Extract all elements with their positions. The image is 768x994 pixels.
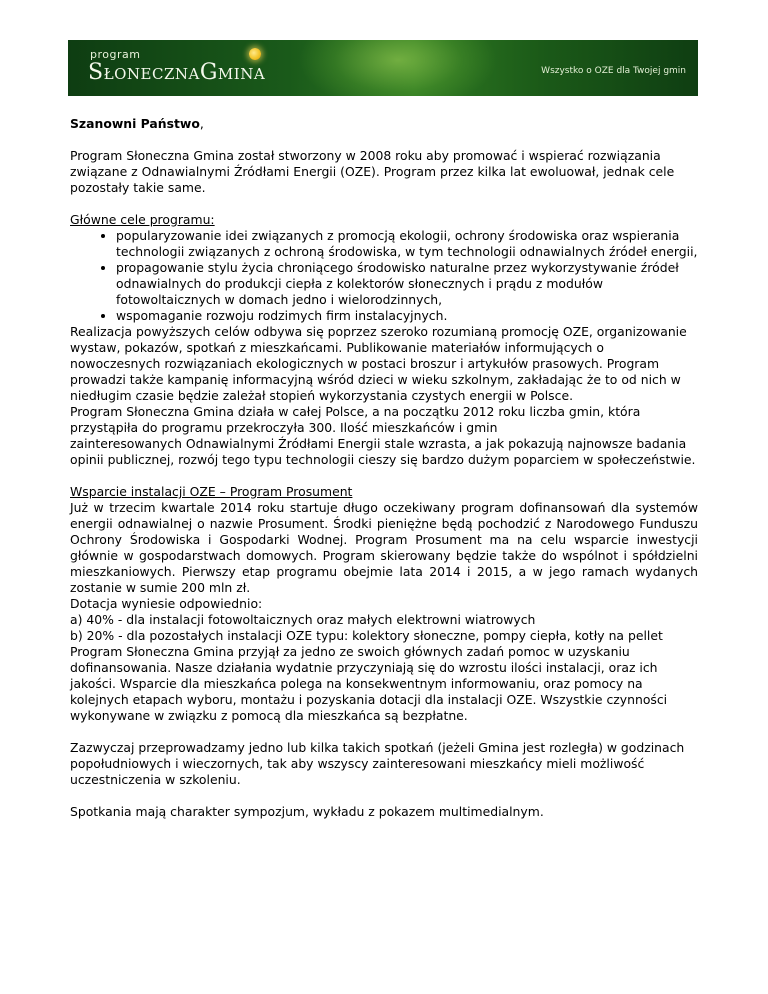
grant-intro: Dotacja wyniesie odpowiednio:	[70, 596, 263, 611]
help-paragraph: Program Słoneczna Gmina przyjął za jedno ze swoich głównych zadań pomoc w uzyskaniu dofinansowania. Nasze działania wydatnie przyczyniają się do wzrostu ilości instalacji, oraz ich jakości. Wsparcie dla mieszkańca polega na konsekwentnym informowaniu, oraz pomocy na kolejnych etapach wyboru, montażu i pozyskania dotacji dla instalacji OZE. Wszystkie czynności wykonywane w związku z pomocą dla mieszkańca są bezpłatne.	[70, 644, 668, 723]
program-label: program	[90, 48, 141, 61]
greeting	[70, 116, 698, 132]
sun-icon	[249, 48, 261, 60]
salutation: Szanowni Państwo	[70, 116, 200, 131]
grant-a: a) 40% - dla instalacji fotowoltaicznych oraz małych elektrowni wiatrowych	[70, 612, 536, 627]
brand-logo: SłonecznaGmina	[88, 60, 266, 85]
list-item: • popularyzowanie idei związanych z promocją ekologii, ochrony środowiska oraz wspierania technologii związanych z ochroną środowiska, w tym technologii odnawialnych źródeł energii,	[116, 228, 698, 260]
meetings-format: Spotkania mają charakter sympozjum, wykładu z pokazem multimedialnym.	[70, 804, 544, 819]
realization-paragraph: Realizacja powyższych celów odbywa się poprzez szeroko rozumianą promocję OZE, organizowanie wystaw, pokazów, spotkań z mieszkańcami. Publikowanie materiałów informujących o nowoczesnych rozwiązaniach ekologicznych w postaci broszur i artykułów prasowych. Program prowadzi także kampanię informacyjną wśród dzieci w wieku szkolnym, zakładając że to od nich w niedługim czasie będzie zależał stopień wykorzystania czystych energii w Polsce.	[70, 324, 687, 403]
intro-paragraph: Program Słoneczna Gmina został stworzony w 2008 roku aby promować i wspierać rozwiązania związane z Odnawialnymi Źródłami Energii (OZE). Program przez kilka lat ewoluował, jednak cele pozostały takie same.	[70, 148, 675, 195]
grant-b: b) 20% - dla pozostałych instalacji OZE typu: kolektory słoneczne, pompy ciepła, kotły na pellet	[70, 628, 663, 643]
reach-paragraph-1: Program Słoneczna Gmina działa w całej Polsce, a na początku 2012 roku liczba gmin, która przystąpiła do programu przekroczyła 300. Ilość mieszkańców i gmin	[70, 404, 641, 435]
list-item: • wspomaganie rozwoju rodzimych firm instalacyjnych.	[116, 308, 698, 324]
list-item: • propagowanie stylu życia chroniącego środowisko naturalne przez wykorzystywanie źródeł odnawialnych do produkcji ciepła z kolektorów słonecznych i prądu z modułów fotowoltaicznych w domach jedno i wielorodzinnych,	[116, 260, 698, 308]
reach-paragraph-2: zainteresowanych Odnawialnymi Źródłami Energii stale wzrasta, a jak pokazują najnowsze badania opinii publicznej, rozwój tego typu technologii cieszy się bardzo dużym poparciem w społeczeństwie.	[70, 436, 696, 467]
document-body	[70, 116, 698, 820]
meetings-paragraph: Zazwyczaj przeprowadzamy jedno lub kilka takich spotkań (jeżeli Gmina jest rozległa) w godzinach popołudniowych i wieczornych, tak aby wszyscy zainteresowani mieszkańcy mieli możliwość uczestniczenia w szkoleniu.	[70, 740, 685, 787]
tagline: Wszystko o OZE dla Twojej gmin	[541, 66, 686, 76]
header-banner	[68, 40, 698, 96]
salutation-comma: ,	[199, 116, 204, 131]
prosument-paragraph: Już w trzecim kwartale 2014 roku startuje długo oczekiwany program dofinansowań dla systemów energii odnawialnej o nazwie Prosument. Środki pieniężne będą pochodzić z Narodowego Funduszu Ochrony Środowiska i Gospodarki Wodnej. Program Prosument ma na celu wsparcie inwestycji głównie w gospodarstwach domowych. Program skierowany będzie także do wspólnot i spółdzielni mieszkaniowych. Pierwszy etap programu obejmie lata 2014 i 2015, a w jego ramach wydanych zostanie w sumie 200 mln zł.	[70, 500, 698, 595]
banner-glow	[298, 40, 498, 96]
goals-heading: Główne cele programu:	[70, 212, 215, 227]
goals-list	[70, 228, 698, 324]
prosument-heading: Wsparcie instalacji OZE – Program Prosument	[70, 484, 353, 499]
